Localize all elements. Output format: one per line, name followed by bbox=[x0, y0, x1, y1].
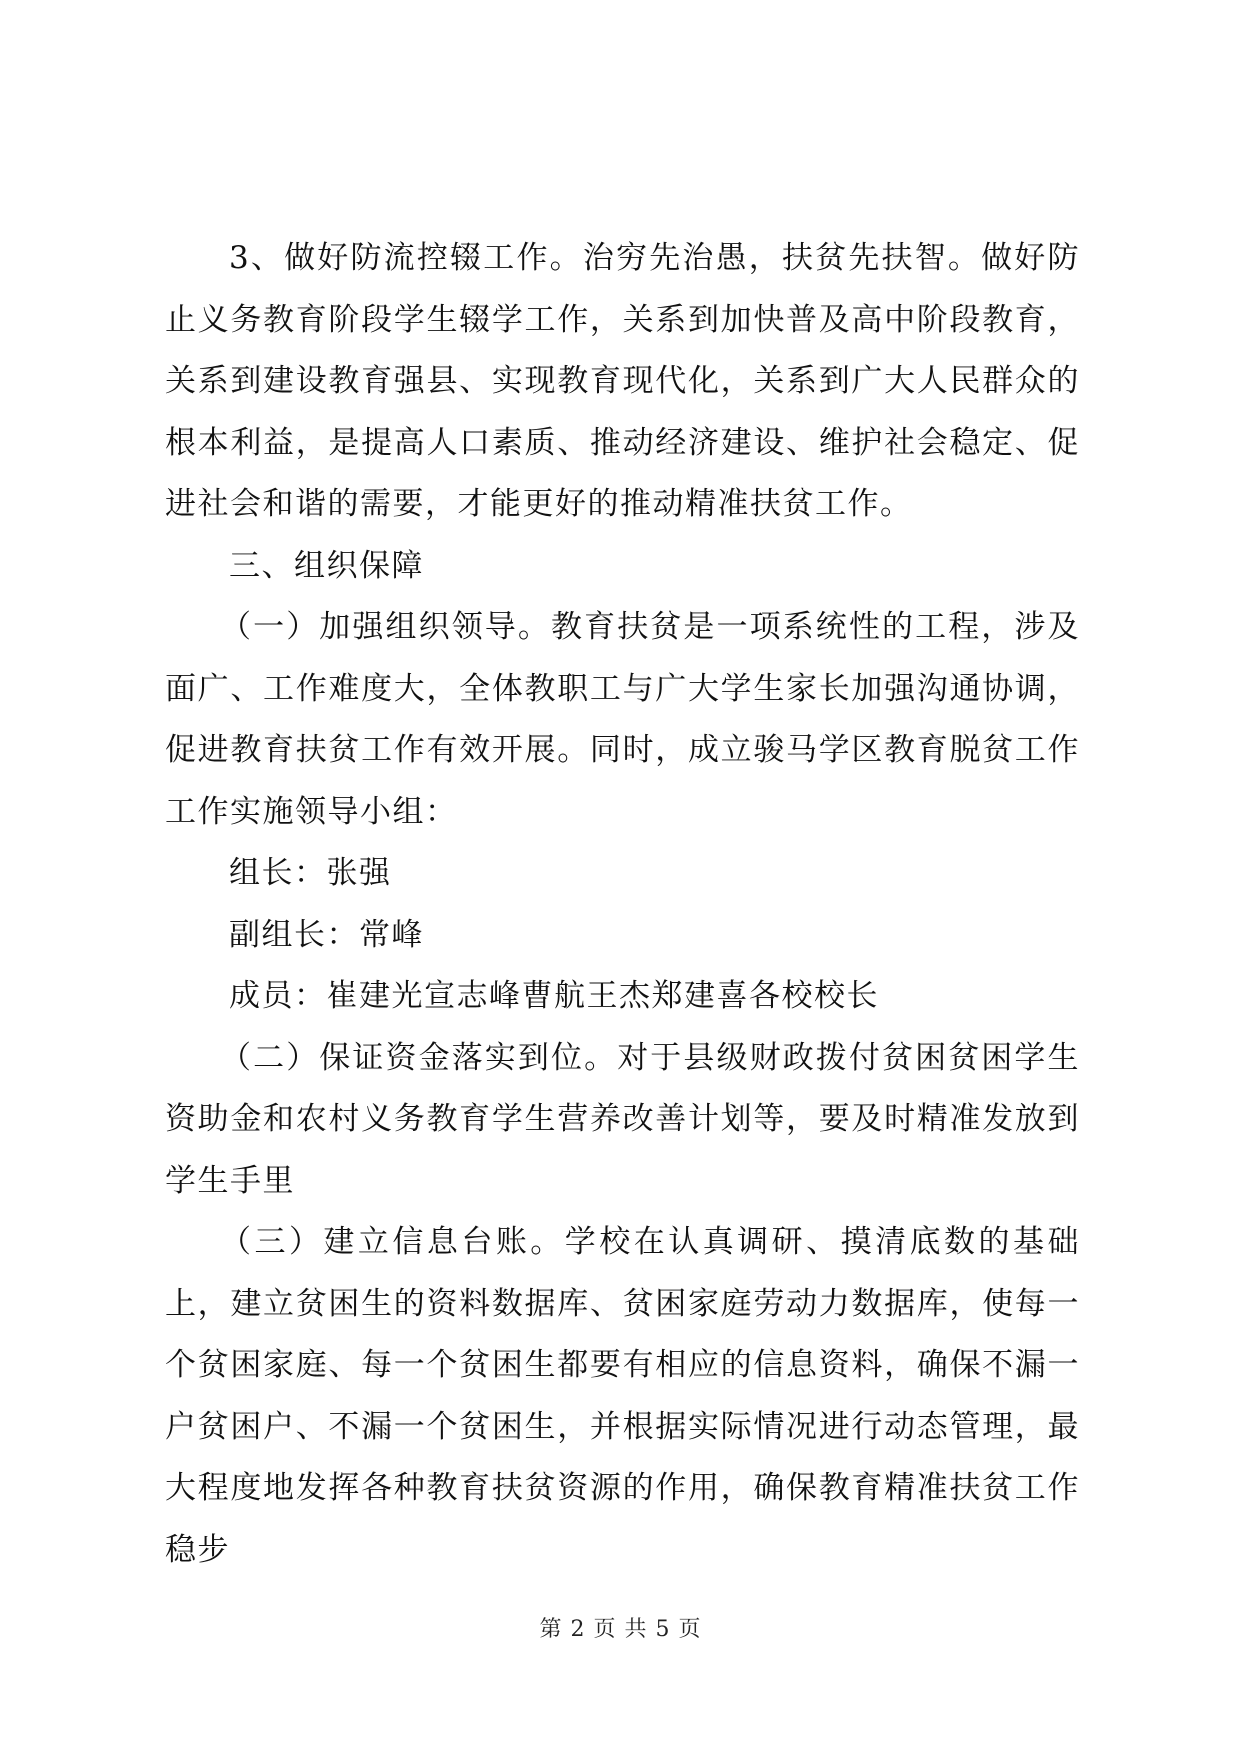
paragraph-funding: （二）保证资金落实到位。对于县级财政拨付贫困贫困学生资助金和农村义务教育学生营养改善计划等，要及时精准发放到学生手里 bbox=[165, 1039, 1080, 1199]
document-body bbox=[165, 228, 1080, 1581]
paragraph-deputy-leader: 副组长：常峰 bbox=[229, 916, 424, 953]
paragraph-dropout-control: 3、做好防流控辍工作。治穷先治愚，扶贫先扶智。做好防止义务教育阶段学生辍学工作，关系到加快普及高中阶段教育，关系到建设教育强县、实现教育现代化，关系到广大人民群众的根本利益，是提高人口素质、推动经济建设、维护社会稳定、促进社会和谐的需要，才能更好的推动精准扶贫工作。 bbox=[165, 240, 1080, 522]
paragraph-members: 成员：崔建光宣志峰曹航王杰郑建喜各校校长 bbox=[229, 978, 879, 1014]
paragraph-leadership: （一）加强组织领导。教育扶贫是一项系统性的工程，涉及面广、工作难度大，全体教职工与广大学生家长加强沟通协调，促进教育扶贫工作有效开展。同时，成立骏马学区教育脱贫工作工作实施领导小组： bbox=[165, 609, 1080, 830]
paragraph-group-leader: 组长：张强 bbox=[229, 855, 392, 891]
section-heading-organization: 三、组织保障 bbox=[229, 547, 424, 584]
paragraph-records: （三）建立信息台账。学校在认真调研、摸清底数的基础上，建立贫困生的资料数据库、贫困家庭劳动力数据库，使每一个贫困家庭、每一个贫困生都要有相应的信息资料，确保不漏一户贫困户、不漏一个贫困生，并根据实际情况进行动态管理，最大程度地发挥各种教育扶贫资源的作用，确保教育精准扶贫工作稳步 bbox=[165, 1224, 1080, 1568]
page-number-footer: 第 2 页 共 5 页 bbox=[539, 1617, 702, 1642]
